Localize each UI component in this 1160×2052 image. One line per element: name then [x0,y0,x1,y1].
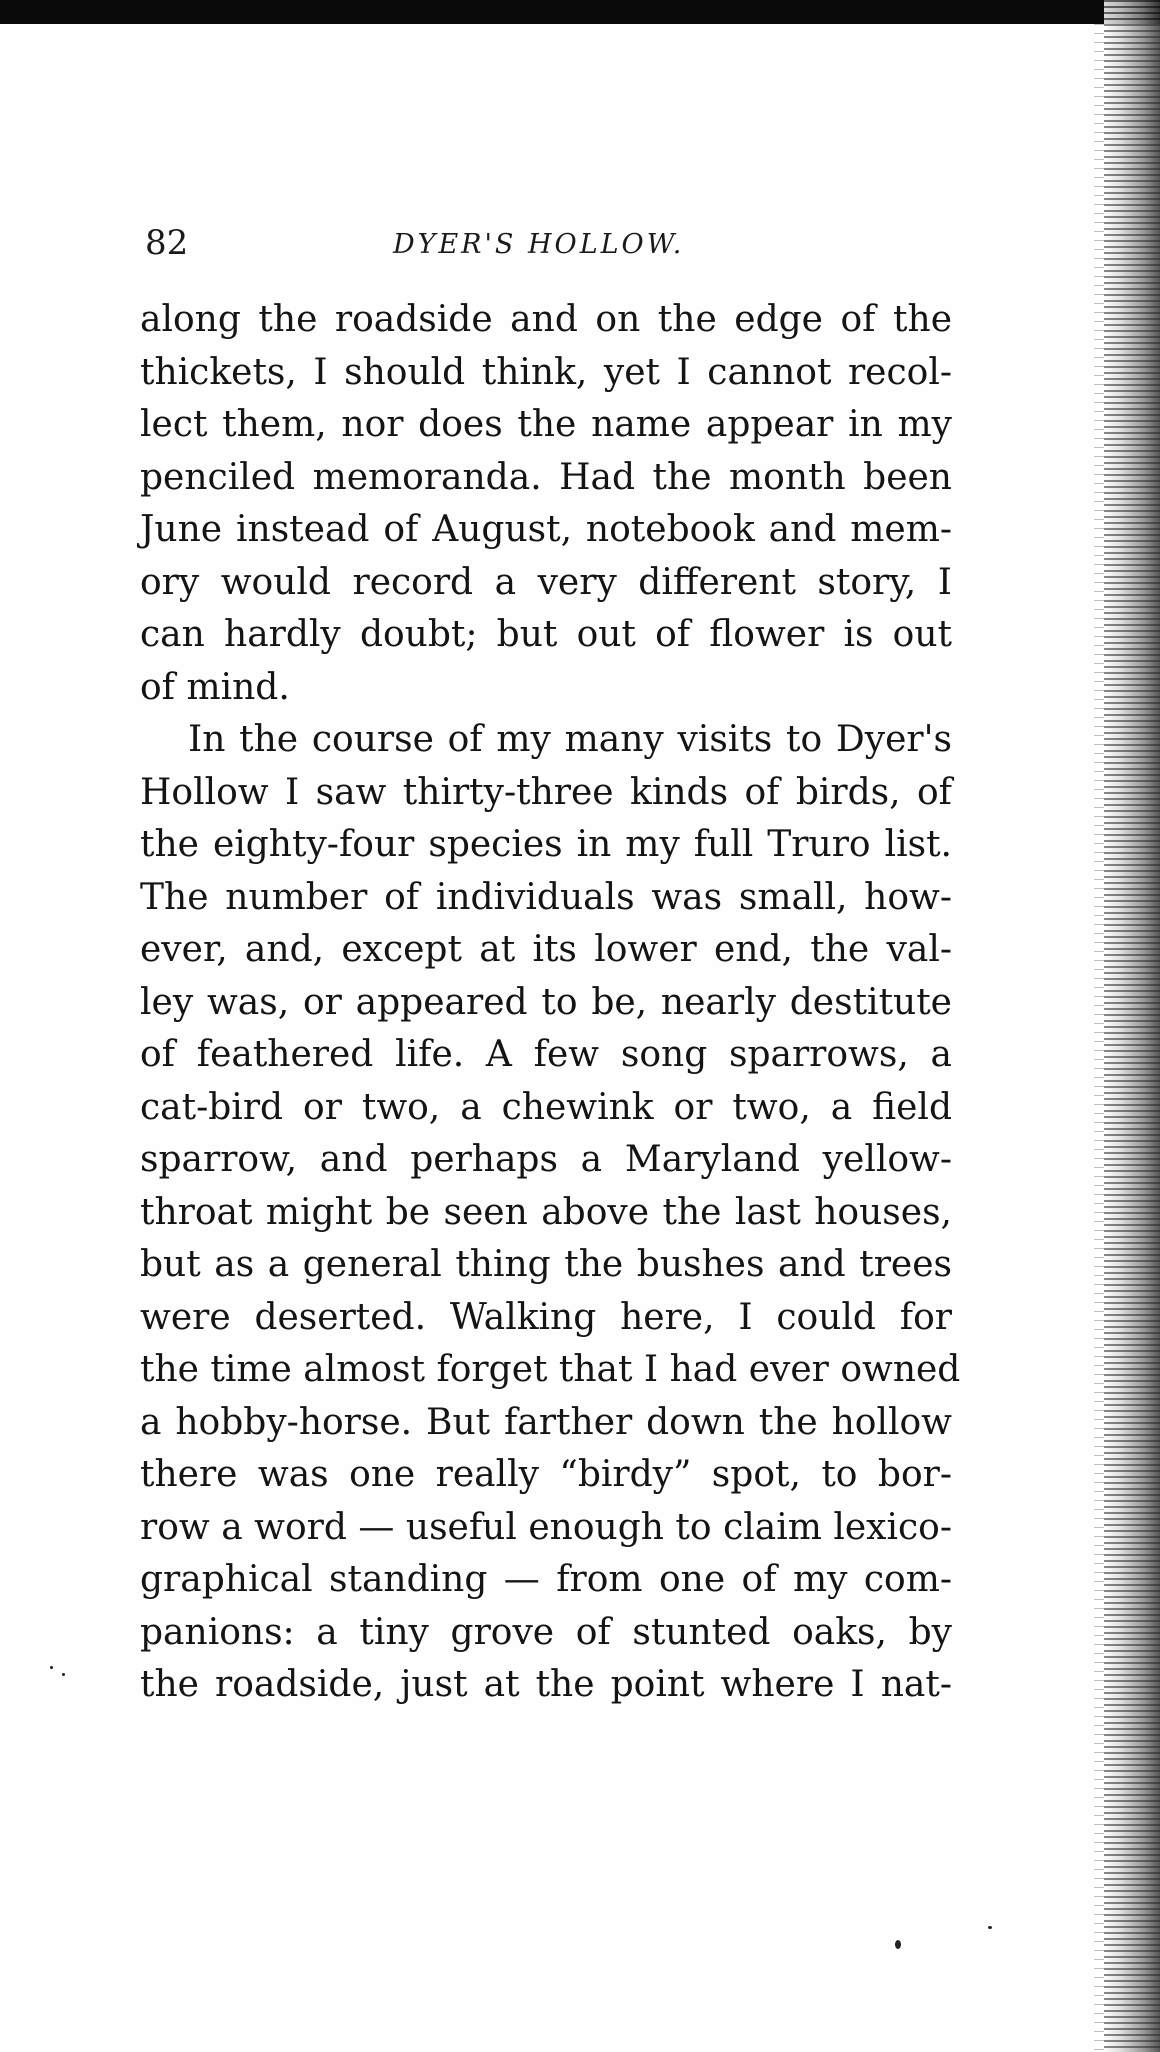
page-edge-texture [1094,24,1104,2052]
text-line: June instead of August, notebook and mem- [140,509,952,550]
text-line: sparrow, and perhaps a Maryland yellow- [140,1139,952,1180]
text-line: Hollow I saw thirty-three kinds of birds, of [140,771,952,813]
text-line: but as a general thing the bushes and trees [140,1244,952,1285]
text-line: row a word — useful enough to claim lexico- [140,1506,952,1548]
ink-speck [50,1666,53,1669]
text-line: were deserted. Walking here, I could for [140,1296,952,1338]
text-line: throat might be seen above the last houses, [140,1191,952,1233]
running-head: DYER'S HOLLOW. [393,229,685,260]
text-line: penciled memoranda. Had the month been [140,456,952,498]
text-line: can hardly doubt; but out of flower is out [140,614,952,655]
text-line: ley was, or appeared to be, nearly destitute [140,981,952,1023]
text-line: thickets, I should think, yet I cannot recol- [140,351,952,393]
text-line: of feathered life. A few song sparrows, a [140,1034,952,1075]
text-line: along the roadside and on the edge of the [140,299,952,340]
paragraph-1 [140,294,952,714]
ink-speck [988,1926,992,1929]
page-number: 82 [145,223,189,263]
text-line: the time almost forget that I had ever owned [140,1349,961,1390]
text-line: the eighty-four species in my full Truro list. [140,824,952,865]
text-line: the roadside, just at the point where I nat- [140,1664,952,1705]
text-line: a hobby-horse. But farther down the hollow [140,1401,952,1443]
text-line: cat-bird or two, a chewink or two, a field [140,1086,952,1128]
ink-speck [62,1673,65,1676]
text-line: of mind. [140,666,290,708]
text-line: ever, and, except at its lower end, the val- [140,929,952,970]
paragraph-2 [140,714,961,1712]
text-line: there was one really “birdy” spot, to bor- [140,1454,952,1495]
text-line: ory would record a very different story, I [140,561,952,603]
text-line: panions: a tiny grove of stunted oaks, by [140,1611,952,1653]
text-line: graphical standing — from one of my com- [140,1559,952,1600]
text-line: The number of individuals was small, how- [140,876,952,918]
body-text [140,294,961,1712]
scan-top-border [0,0,1160,24]
text-line: In the course of my many visits to Dyer's [188,719,952,760]
ink-speck [895,1940,901,1949]
page-header [145,218,957,268]
page-edge-shadow [1104,0,1160,2052]
text-line: lect them, nor does the name appear in my [140,404,952,445]
